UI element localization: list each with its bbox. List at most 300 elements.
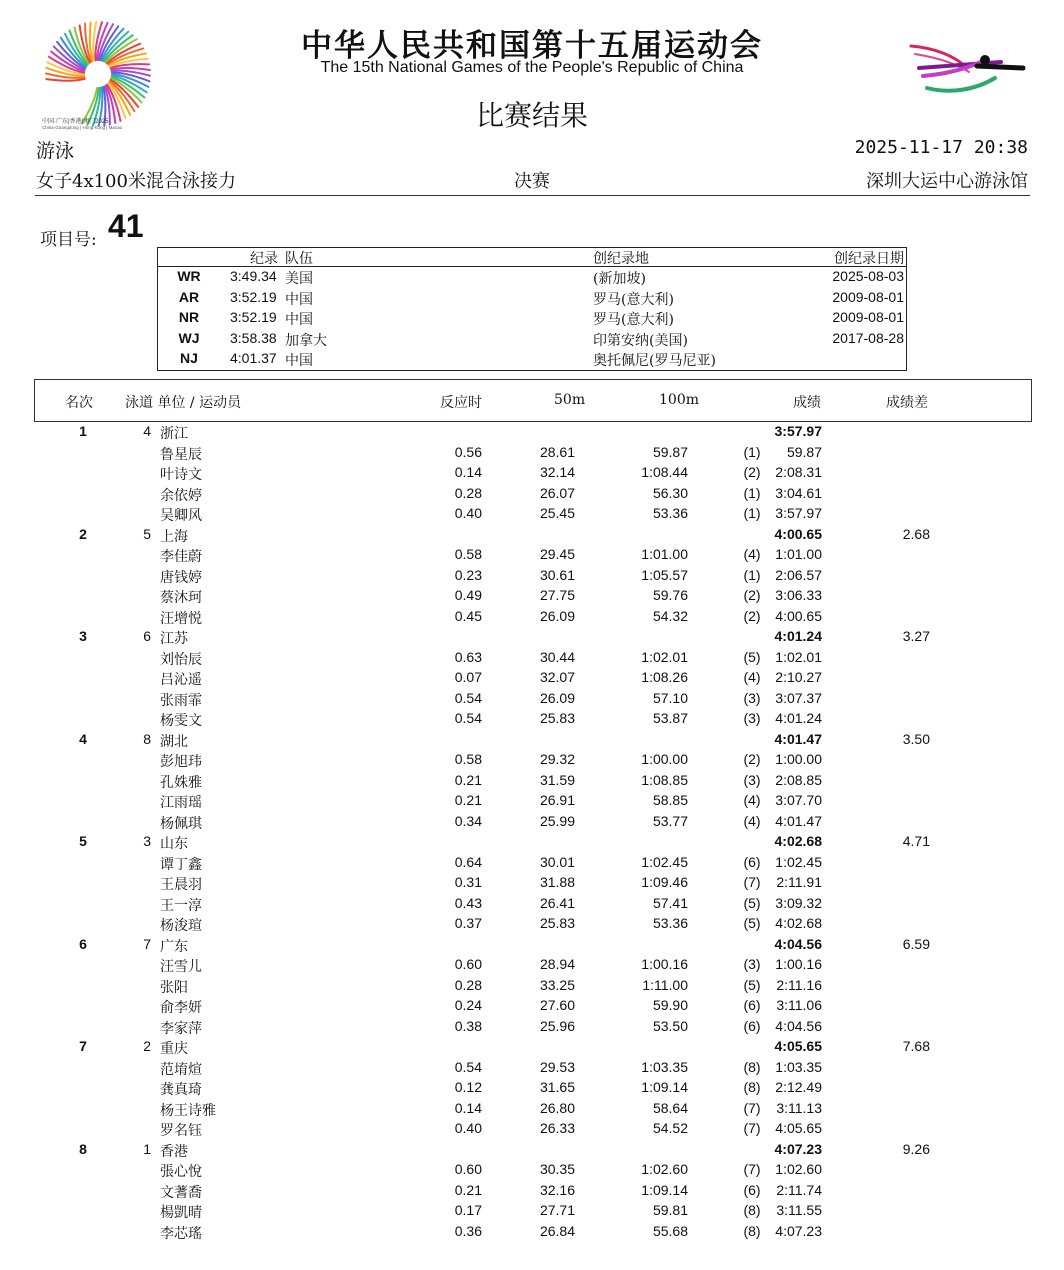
split-50m: 26.84 (539, 1222, 575, 1239)
split-50m: 29.45 (539, 546, 575, 562)
leg-position: (6) (743, 853, 761, 870)
reaction-time: 0.60 (454, 956, 482, 972)
cumulative-time: 1:00.16 (775, 956, 822, 972)
swimmer-name: 李芯瑤 (160, 1225, 202, 1242)
cumulative-time: 4:00.65 (775, 607, 822, 624)
logo-ray (46, 79, 85, 81)
cumulative-time: 3:11.13 (776, 1099, 822, 1116)
swimmer-row (0, 1159, 1064, 1180)
reaction-time: 0.54 (454, 1058, 482, 1075)
event-subtitle: The 15th National Games of the People's Republic of China (320, 59, 744, 76)
records-header-record: 纪录 (250, 251, 278, 267)
swimmer-row (0, 462, 1064, 483)
cumulative-time: 3:07.70 (775, 792, 822, 808)
reaction-time: 0.24 (454, 997, 482, 1013)
cumulative-time: 3:11.06 (776, 997, 822, 1013)
leg-position: (8) (743, 1202, 761, 1218)
team-total-time: 4:07.23 (774, 1140, 822, 1157)
swimmer-row (0, 913, 1064, 934)
swimmer-name: 王一淳 (160, 897, 202, 914)
swimmer-row (0, 647, 1064, 668)
reaction-time: 0.58 (454, 546, 482, 562)
team-total-time: 4:00.65 (774, 525, 822, 542)
cumulative-time: 1:00.00 (775, 751, 822, 767)
record-time: 3:49.34 (230, 268, 277, 284)
team-rank: 4 (79, 730, 87, 747)
team-total-time: 4:04.56 (774, 935, 822, 952)
record-date: 2009-08-01 (832, 309, 904, 325)
swimmer-name: 彭旭玮 (160, 754, 202, 770)
split-50m: 25.83 (539, 710, 575, 726)
split-50m: 27.75 (539, 587, 575, 603)
record-location: 印第安纳(美国) (593, 332, 688, 349)
event-title: 中华人民共和国第十五届运动会 (301, 28, 763, 64)
team-rank: 8 (79, 1140, 87, 1157)
split-50m: 30.35 (539, 1161, 575, 1177)
cumulative-time: 3:57.97 (775, 505, 822, 521)
swimmer-row (0, 585, 1064, 606)
team-total-time: 3:57.97 (774, 423, 822, 439)
swimmer-row (0, 1057, 1064, 1078)
record-location: (新加坡) (593, 271, 646, 287)
reaction-time: 0.23 (454, 566, 482, 583)
split-100m: 59.81 (652, 1202, 688, 1218)
reaction-time: 0.31 (454, 874, 482, 890)
team-total-time: 4:05.65 (774, 1038, 822, 1054)
swimmer-row (0, 1118, 1064, 1139)
leg-position: (1) (743, 443, 761, 460)
swimmer-name: 文蓍喬 (160, 1184, 202, 1201)
event-number: 41 (108, 208, 144, 244)
cumulative-time: 1:02.60 (775, 1161, 822, 1177)
team-time-behind: 4.71 (902, 833, 930, 849)
split-100m: 54.32 (652, 607, 688, 624)
split-50m: 30.01 (539, 853, 575, 870)
record-type: AR (178, 288, 200, 305)
reaction-time: 0.54 (454, 710, 482, 726)
leg-position: (8) (743, 1079, 761, 1095)
swimmer-name: 刘怡辰 (160, 651, 202, 668)
reaction-time: 0.60 (454, 1161, 482, 1177)
reaction-time: 0.56 (454, 443, 482, 460)
cumulative-time: 2:11.91 (776, 874, 822, 890)
split-50m: 26.33 (539, 1120, 575, 1136)
record-team: 加拿大 (285, 332, 327, 349)
team-time-behind: 2.68 (902, 525, 930, 542)
reaction-time: 0.63 (454, 648, 482, 665)
event-phase: 决赛 (514, 171, 550, 192)
swimmer-row (0, 749, 1064, 770)
reaction-time: 0.40 (454, 505, 482, 521)
split-50m: 27.71 (539, 1202, 575, 1218)
swimmer-row (0, 770, 1064, 791)
cumulative-time: 2:12.49 (775, 1079, 822, 1095)
record-time: 3:58.38 (230, 329, 277, 346)
split-100m: 1:05.57 (641, 566, 688, 583)
split-100m: 1:00.16 (641, 956, 688, 972)
team-row (0, 421, 1064, 442)
swimmer-row (0, 1098, 1064, 1119)
split-50m: 28.61 (539, 443, 575, 460)
cumulative-time: 4:01.47 (775, 812, 822, 829)
header-behind: 成绩差 (886, 395, 928, 411)
record-time: 3:52.19 (230, 309, 277, 325)
split-100m: 58.85 (652, 792, 688, 808)
team-lane: 2 (143, 1038, 151, 1054)
split-100m: 1:02.01 (641, 648, 688, 665)
split-50m: 26.41 (539, 894, 575, 911)
record-row (158, 308, 906, 329)
split-100m: 57.10 (652, 689, 688, 706)
split-50m: 25.99 (539, 812, 575, 829)
swimmer-name: 汪增悦 (160, 610, 202, 627)
leg-position: (5) (743, 894, 761, 911)
team-row (0, 831, 1064, 852)
swimmer-name: 吴卿风 (160, 508, 202, 524)
swimmer-row (0, 688, 1064, 709)
split-100m: 1:00.00 (641, 751, 688, 767)
reaction-time: 0.17 (454, 1202, 482, 1218)
split-100m: 1:11.00 (642, 976, 688, 993)
records-header-team: 队伍 (285, 251, 313, 267)
cumulative-time: 4:02.68 (775, 915, 822, 931)
split-100m: 57.41 (652, 894, 688, 911)
cumulative-time: 2:11.16 (776, 976, 822, 993)
team-time-behind: 7.68 (902, 1038, 930, 1054)
split-50m: 26.91 (539, 792, 575, 808)
reaction-time: 0.58 (454, 751, 482, 767)
leg-position: (7) (743, 874, 761, 890)
swimmer-row (0, 852, 1064, 873)
split-50m: 32.07 (539, 669, 575, 685)
record-team: 中国 (285, 291, 313, 308)
logo-caption: 中国·广东|香港|澳门2025 (42, 119, 109, 125)
team-lane: 5 (143, 525, 151, 542)
split-50m: 29.32 (539, 751, 575, 767)
reaction-time: 0.28 (454, 976, 482, 993)
cumulative-time: 3:04.61 (775, 484, 822, 501)
swimmer-row (0, 954, 1064, 975)
leg-position: (3) (743, 771, 761, 788)
reaction-time: 0.28 (454, 484, 482, 501)
cumulative-time: 2:11.74 (776, 1181, 822, 1198)
event-name: 女子4x100米混合泳接力 (36, 171, 236, 192)
results-header (34, 379, 1032, 422)
split-100m: 53.36 (652, 915, 688, 931)
split-50m: 26.09 (539, 607, 575, 624)
team-row (0, 1036, 1064, 1057)
split-50m: 25.83 (539, 915, 575, 931)
team-total-time: 4:01.24 (774, 628, 822, 644)
record-type: NJ (180, 350, 198, 366)
leg-position: (4) (743, 792, 761, 808)
cumulative-time: 4:05.65 (775, 1120, 822, 1136)
cumulative-time: 3:06.33 (775, 587, 822, 603)
split-50m: 25.45 (539, 505, 575, 521)
swimmer-name: 谭丁鑫 (160, 856, 202, 873)
leg-position: (5) (743, 915, 761, 931)
swimmer-name: 汪雪儿 (160, 959, 202, 975)
swimmer-name: 吕沁遥 (160, 672, 202, 688)
leg-position: (1) (743, 566, 761, 583)
cumulative-time: 4:01.24 (775, 710, 822, 726)
team-lane: 7 (143, 935, 151, 952)
event-number-label: 项目号: (40, 230, 97, 250)
team-name: 广东 (160, 938, 188, 955)
split-100m: 1:08.26 (641, 669, 688, 685)
team-name: 香港 (160, 1143, 188, 1160)
split-100m: 1:02.45 (641, 853, 688, 870)
cumulative-time: 4:07.23 (775, 1222, 822, 1239)
split-50m: 29.53 (539, 1058, 575, 1075)
team-total-time: 4:01.47 (774, 730, 822, 747)
leg-position: (3) (743, 689, 761, 706)
swimmer-name: 張心悅 (160, 1164, 202, 1180)
swimmer-name: 李佳蔚 (160, 549, 202, 565)
cumulative-time: 2:10.27 (775, 669, 822, 685)
swimmer-row (0, 1180, 1064, 1201)
leg-position: (6) (743, 1181, 761, 1198)
leg-position: (4) (743, 669, 761, 685)
swimmer-row (0, 544, 1064, 565)
split-100m: 1:08.44 (641, 464, 688, 480)
cumulative-time: 2:06.57 (775, 566, 822, 583)
records-header-location: 创纪录地 (593, 251, 649, 267)
cumulative-time: 2:08.85 (775, 771, 822, 788)
leg-position: (1) (743, 484, 761, 501)
logo-caption-sub: China·Guangdong | Hong Kong | Macao (42, 125, 123, 130)
header-divider (35, 195, 1030, 196)
reaction-time: 0.34 (454, 812, 482, 829)
record-row (158, 329, 906, 350)
split-50m: 25.96 (539, 1017, 575, 1034)
swimmer-name: 杨王诗雅 (160, 1102, 216, 1119)
team-lane: 3 (143, 833, 151, 849)
split-100m: 1:09.14 (641, 1181, 688, 1198)
split-50m: 32.16 (539, 1181, 575, 1198)
swimmer-name: 杨佩琪 (160, 815, 202, 832)
record-location: 罗马(意大利) (593, 312, 674, 328)
team-rank: 1 (79, 423, 87, 439)
swimmer-name: 杨浚瑄 (160, 918, 202, 934)
split-100m: 54.52 (652, 1120, 688, 1136)
record-team: 中国 (285, 353, 313, 369)
header-50m: 50m (554, 392, 586, 408)
print-datetime: 2025-11-17 20:38 (854, 137, 1028, 158)
record-team: 美国 (285, 271, 313, 287)
split-50m: 26.07 (539, 484, 575, 501)
leg-position: (5) (743, 976, 761, 993)
team-time-behind: 9.26 (902, 1140, 930, 1157)
records-table (157, 247, 907, 371)
reaction-time: 0.14 (454, 1099, 482, 1116)
swimmer-name: 孔姝雅 (160, 774, 202, 791)
swimmer-row (0, 975, 1064, 996)
team-time-behind: 3.50 (902, 730, 930, 747)
record-date: 2025-08-03 (832, 268, 904, 284)
swimmer-name: 张雨霏 (160, 692, 202, 709)
cumulative-time: 1:03.35 (775, 1058, 822, 1075)
swimmer-name: 余依婷 (160, 487, 202, 504)
team-row (0, 934, 1064, 955)
reaction-time: 0.40 (454, 1120, 482, 1136)
reaction-time: 0.36 (454, 1222, 482, 1239)
leg-position: (2) (743, 464, 761, 480)
leg-position: (7) (743, 1120, 761, 1136)
record-row (158, 288, 906, 309)
leg-position: (4) (743, 812, 761, 829)
header-rank: 名次 (65, 395, 93, 411)
reaction-time: 0.21 (454, 771, 482, 788)
split-50m: 26.09 (539, 689, 575, 706)
record-time: 4:01.37 (230, 350, 277, 366)
team-name: 湖北 (160, 733, 188, 750)
swimmer-row (0, 667, 1064, 688)
swimmer-row (0, 1016, 1064, 1037)
team-lane: 6 (143, 628, 151, 644)
swimmer-row (0, 606, 1064, 627)
team-time-behind: 3.27 (902, 628, 930, 644)
team-row (0, 524, 1064, 545)
split-100m: 53.50 (652, 1017, 688, 1034)
header-100m: 100m (659, 392, 699, 408)
team-rank: 6 (79, 935, 87, 952)
cumulative-time: 2:08.31 (775, 464, 822, 480)
record-row (158, 267, 906, 288)
split-100m: 53.36 (652, 505, 688, 521)
leg-position: (2) (743, 607, 761, 624)
team-lane: 8 (143, 730, 151, 747)
cumulative-time: 3:09.32 (775, 894, 822, 911)
team-row (0, 1139, 1064, 1160)
cumulative-time: 1:02.01 (775, 648, 822, 665)
swimmer-row (0, 811, 1064, 832)
split-100m: 1:09.46 (641, 874, 688, 890)
record-type: WJ (178, 329, 200, 346)
leg-position: (3) (743, 710, 761, 726)
swimmer-name: 龚真琦 (160, 1082, 202, 1098)
team-rank: 3 (79, 628, 87, 644)
header-result: 成绩 (793, 395, 821, 411)
swimmer-row (0, 1200, 1064, 1221)
leg-position: (8) (743, 1222, 761, 1239)
record-time: 3:52.19 (230, 288, 277, 305)
header-lane-team: 泳道 单位 / 运动员 (125, 395, 242, 411)
record-date: 2017-08-28 (832, 329, 904, 346)
reaction-time: 0.43 (454, 894, 482, 911)
swimmer-name: 罗名钰 (160, 1123, 202, 1139)
split-100m: 59.76 (652, 587, 688, 603)
swimmer-name: 鲁星辰 (160, 446, 202, 463)
leg-position: (6) (743, 1017, 761, 1034)
record-location: 奥托佩尼(罗马尼亚) (593, 353, 716, 369)
split-100m: 1:03.35 (641, 1058, 688, 1075)
cumulative-time: 3:07.37 (775, 689, 822, 706)
split-50m: 33.25 (539, 976, 575, 993)
split-100m: 59.87 (652, 443, 688, 460)
split-100m: 1:08.85 (641, 771, 688, 788)
team-lane: 1 (143, 1140, 151, 1157)
team-rank: 7 (79, 1038, 87, 1054)
reaction-time: 0.38 (454, 1017, 482, 1034)
team-rank: 5 (79, 833, 87, 849)
team-name: 重庆 (160, 1041, 188, 1057)
swimmer-name: 杨雯文 (160, 713, 202, 729)
swimmer-row (0, 1221, 1064, 1242)
swimmer-row (0, 483, 1064, 504)
leg-position: (4) (743, 546, 761, 562)
record-type: NR (178, 309, 200, 325)
swimmer-name: 范堉煊 (160, 1061, 202, 1078)
reaction-time: 0.49 (454, 587, 482, 603)
record-row (158, 349, 906, 370)
swimmer-name: 叶诗文 (160, 467, 202, 483)
reaction-time: 0.12 (454, 1079, 482, 1095)
split-100m: 53.77 (652, 812, 688, 829)
swimmer-row (0, 442, 1064, 463)
reaction-time: 0.64 (454, 853, 482, 870)
swimmer-name: 王晨羽 (160, 877, 202, 893)
cumulative-time: 1:01.00 (775, 546, 822, 562)
split-100m: 1:01.00 (641, 546, 688, 562)
swimmer-name: 蔡沐珂 (160, 590, 202, 606)
reaction-time: 0.07 (454, 669, 482, 685)
cumulative-time: 1:02.45 (775, 853, 822, 870)
swimmer-row (0, 708, 1064, 729)
reaction-time: 0.37 (454, 915, 482, 931)
split-50m: 27.60 (539, 997, 575, 1013)
leg-position: (6) (743, 997, 761, 1013)
leg-position: (7) (743, 1099, 761, 1116)
team-rank: 2 (79, 525, 87, 542)
team-name: 山东 (160, 836, 188, 852)
split-100m: 53.87 (652, 710, 688, 726)
header-reaction: 反应时 (440, 395, 482, 411)
swimmer-row (0, 1077, 1064, 1098)
record-location: 罗马(意大利) (593, 291, 674, 308)
team-time-behind: 6.59 (902, 935, 930, 952)
split-50m: 30.61 (539, 566, 575, 583)
swimmer-row (0, 503, 1064, 524)
split-50m: 30.44 (539, 648, 575, 665)
team-lane: 4 (143, 423, 151, 439)
venue: 深圳大运中心游泳馆 (866, 171, 1028, 192)
reaction-time: 0.54 (454, 689, 482, 706)
team-row (0, 626, 1064, 647)
swimmer-row (0, 893, 1064, 914)
leg-position: (3) (743, 956, 761, 972)
swimmer-name: 张阳 (160, 979, 188, 996)
sport-name: 游泳 (36, 140, 75, 162)
swimming-pictogram-icon (905, 38, 1033, 98)
reaction-time: 0.21 (454, 792, 482, 808)
split-100m: 59.90 (652, 997, 688, 1013)
results-title: 比赛结果 (475, 99, 588, 132)
split-100m: 56.30 (652, 484, 688, 501)
swimmer-row (0, 872, 1064, 893)
leg-position: (7) (743, 1161, 761, 1177)
split-100m: 58.64 (652, 1099, 688, 1116)
swimmer-name: 江雨瑶 (160, 795, 202, 811)
cumulative-time: 3:11.55 (776, 1202, 822, 1218)
record-team: 中国 (285, 312, 313, 328)
split-100m: 1:09.14 (641, 1079, 688, 1095)
team-name: 江苏 (160, 631, 188, 647)
split-50m: 28.94 (539, 956, 575, 972)
records-header-date: 创纪录日期 (834, 251, 904, 267)
split-100m: 1:02.60 (641, 1161, 688, 1177)
swimmer-row (0, 995, 1064, 1016)
